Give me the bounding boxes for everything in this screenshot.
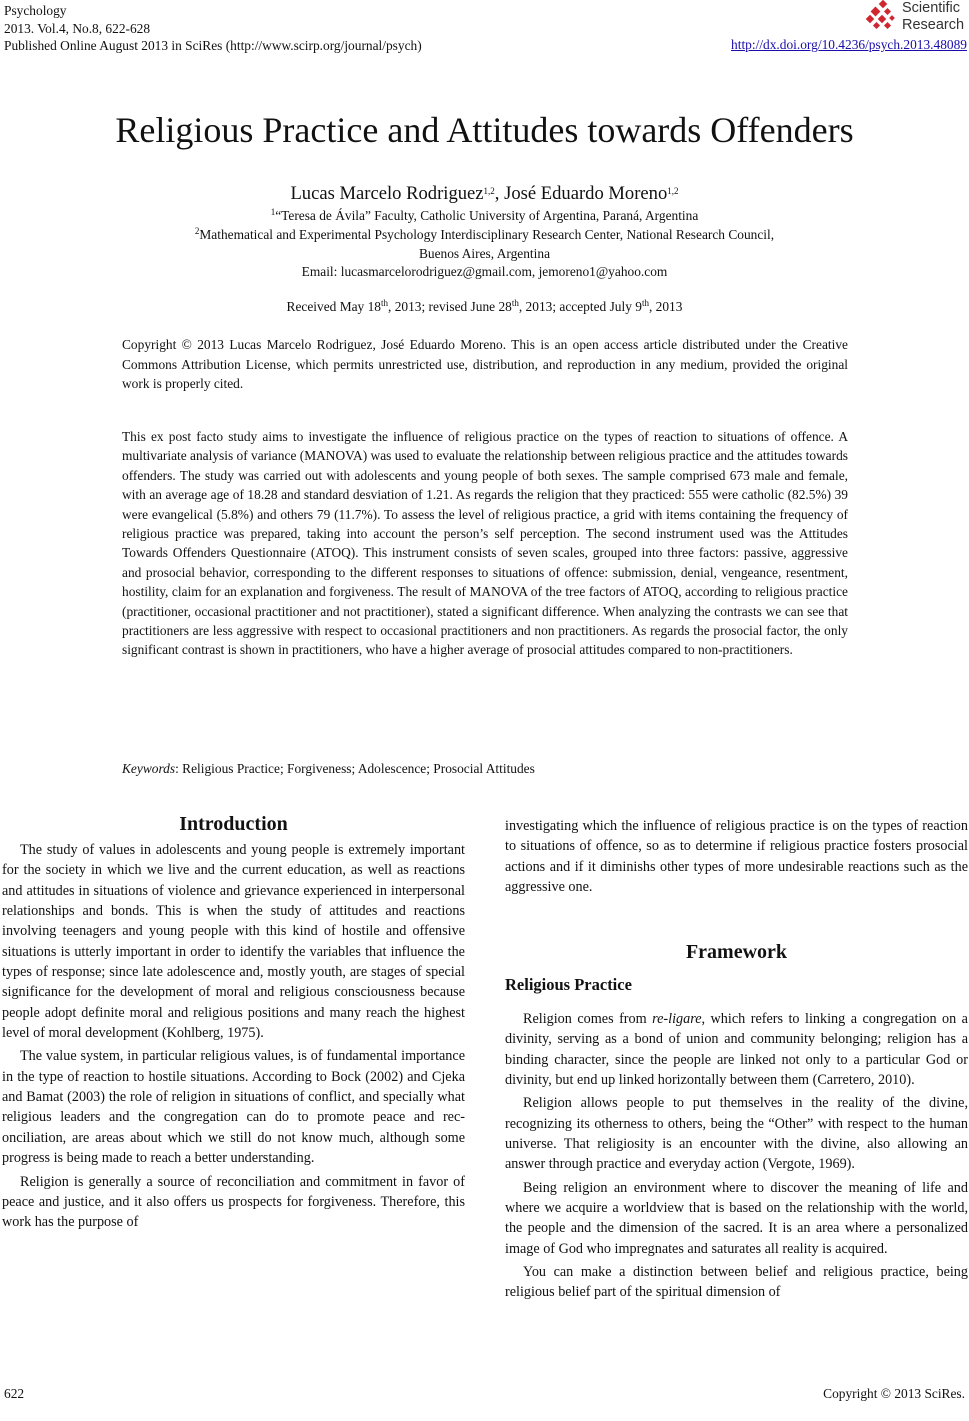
framework-p1-emphasis: re-ligare [652,1011,702,1027]
published-online: Published Online August 2013 in SciRes (http://www.scirp.org/journal/psych) [4,38,422,53]
keywords-label: Keywords [122,761,176,776]
author-2: José Eduardo Moreno [504,183,668,204]
affiliation-1-text: “Teresa de Ávila” Faculty, Catholic University of Argentina, Paraná, Argentina [275,208,699,223]
author-1: Lucas Marcelo Rodriguez [290,183,484,204]
paper-title: Religious Practice and Attitudes towards Offenders [115,110,854,150]
right-column-framework [505,1009,968,1306]
author-1-affiliation-sup: 1,2 [483,186,495,197]
intro-paragraph-3: Religion is generally a source of reconciliation and commitment in favor of peace and justice, and it also offers us prospects for forgiveness. Therefore, this work has the purpose of [2,1173,465,1231]
introduction-heading: Introduction [179,813,288,835]
accepted-label: , 2013; accepted July 9 [518,299,642,314]
journal-header [4,2,422,55]
author-separator: , [494,183,505,204]
scientific-research-logo [866,0,969,34]
framework-heading: Framework [685,941,788,963]
intro-continuation: investigating which the influence of religious practice is on the types of reaction to situations of offence, so as to determine if religious practice fosters prosocial actions and if it diminishs other types of more undesirable reactions such as the aggressive one. [505,818,968,896]
received-sup: th [380,298,388,309]
revised-sup: th [511,298,519,309]
received-dates [0,298,969,316]
framework-paragraph-1 [505,1009,968,1090]
affiliation-2-text: Mathematical and Experimental Psychology Interdisciplinary Research Center, National Research Council, [199,227,775,242]
doi-link[interactable]: http://dx.doi.org/10.4236/psych.2013.48089 [731,37,967,52]
affiliation-2-continued: Buenos Aires, Argentina [418,246,551,261]
religious-practice-subheading: Religious Practice [505,975,632,994]
framework-paragraph-3: Being religion an environment where to discover the meaning of life and where we acquire a worldview that is based on the relationship with the world, the people and the dimension of the sacred. It is an area where a personalized image of God who impregnates and saturates all reality is acquired. [505,1179,968,1257]
accepted-sup: th [641,298,649,309]
affiliation-1-sup: 1 [270,207,276,218]
framework-p1-end: , which refers to linking a congregation on a divinity, serving as a bond of union and community belonging; religion has a binding character, since the people are linked not only to a particular God or divinity, but end up linked horizontally between them (Carretero, 2010). [505,1011,968,1089]
copyright-note: Copyright © 2013 Lucas Marcelo Rodriguez, José Eduardo Moreno. This is an open access article distributed under the Creative Commons Attribution License, which permits unrestricted use, distribution, and reproduction in any medium, provided the original work is properly cited. [122,337,848,391]
author-emails: Email: lucasmarcelorodriguez@gmail.com, jemoreno1@yahoo.com [301,264,668,279]
logo-diamonds-icon [866,0,900,30]
affiliation-2 [0,226,969,244]
logo-text-scientific: Scientific [902,0,961,16]
journal-volume: 2013. Vol.4, No.8, 622-628 [4,20,151,36]
framework-paragraph-4: You can make a distinction between belief and religious practice, being religious belief part of the spiritual dimension of [505,1264,968,1301]
intro-paragraph-2: The value system, in particular religious values, is of fundamental importance in the type of reaction to hostile situations. According to Bock (2002) and Cjeka and Bamat (2003) the role of religion in situations of conflict, and specially what religious leaders and the congregation can do to promote peace and reconciliation, are areas about which we still do not know much, although some progress is being made to reach a better understanding. [2,1048,465,1167]
received-label: Received May 18 [286,299,381,314]
dates-year: , 2013 [648,299,683,314]
affiliation-2-sup: 2 [194,226,200,237]
keywords-list: : Religious Practice; Forgiveness; Adolescence; Prosocial Attitudes [175,761,535,776]
author-2-affiliation-sup: 1,2 [667,186,679,197]
framework-p1-start: Religion comes from [523,1011,653,1027]
footer-copyright: Copyright © 2013 SciRes. [823,1386,965,1401]
abstract: This ex post facto study aims to investigate the influence of religious practice on the types of reaction to situations of offence. A multivariate analysis of variance (MANOVA) was used to evaluate the relationship between religious practice and the attitudes towards offenders. The study was carried out with adolescents and young people of both sexes. The sample comprised 673 male and female, with an average age of 18.28 and standard desviation of 1.21. As regards the religion that they practiced: 555 were catholic (82.5%) 39 were evangelical (5.8%) and others 79 (11.7%). To assess the level of religious practice, a grid with items containing the frequency of religious practice was prepared, taking into account the person’s self perception. The second instrument used was the Attitudes Towards Offenders Questionnaire (ATOQ). This instrument consists of seven scales, grouped into three factors: passive, aggressive and prosocial behavior, corresponding to the different responses to situations of offence: submission, denial, vengeance, resentment, hostility, claim for an explanation and forgiveness. The result of MANOVA of the tree factors of ATOQ, according to religious practice (practitioner, occasional practitioner and not practitioner), stated a significant difference. When analyzing the contrasts we can see that practitioners are less aggressive with respect to occasional practitioners and non practitioners. As regards the prosocial factor, the only significant contrast is shown in practitioners, who have a higher average of prosocial attitudes compared to non-practitioners. [122,429,848,658]
right-column-top [505,816,968,900]
journal-name: Psychology [4,3,67,18]
author-list [0,183,969,205]
revised-label: , 2013; revised June 28 [388,299,512,314]
framework-paragraph-2: Religion allows people to put themselves in the reality of the divine, recognizing its otherness to others, being the “Other” with respect to the human universe. That religiosity is an encounter with the divine, also allowing an answer through practice and everyday action (Vergote, 1969). [505,1095,968,1173]
affiliation-1 [0,207,969,225]
intro-paragraph-1: The study of values in adolescents and young people is extremely important for the society in which we live and the current education, as well as reactions and attitudes in situations of violence and grievance experienced in interpersonal relationships and bonds. This is when the study of attitudes and reactions involving teenagers and young people with this kind of hostile and offensive situations is utterly important in order to identify the variables that influence the types of response; since late adolescence and, mostly youth, are stages of special significance for the development of moral and religious consciousness because people adopt definite moral and religious positions and many reach the highest level of moral development (Kohlberg, 1975). [2,842,465,1042]
page-number: 622 [4,1386,25,1401]
left-column [2,840,465,1236]
keywords [122,759,848,778]
logo-text-research: Research [902,17,965,33]
